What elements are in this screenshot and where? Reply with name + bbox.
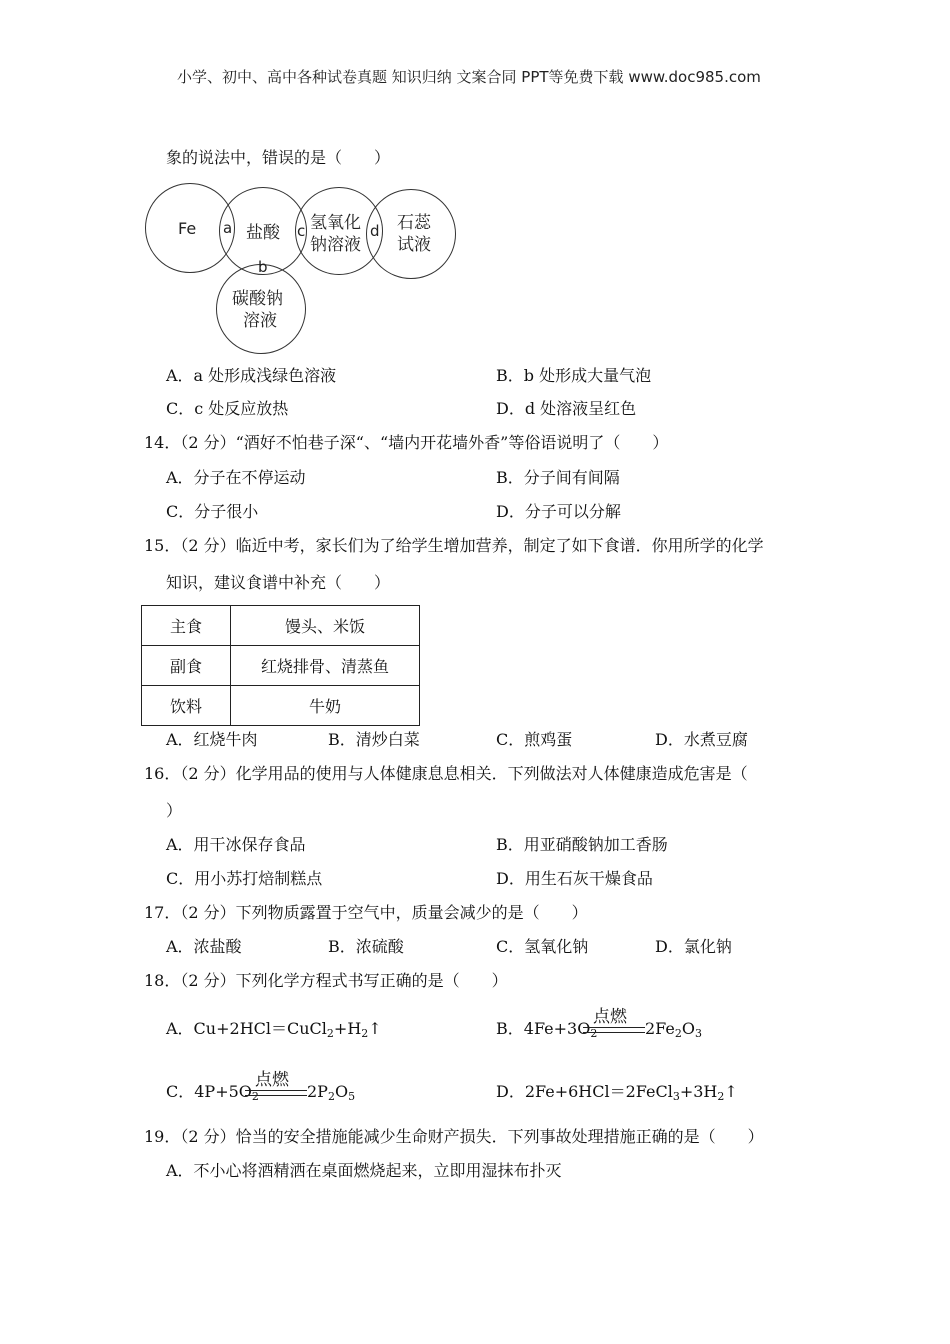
q15-option-b: B．清炒白菜 (328, 730, 420, 749)
q14-option-a: A．分子在不停运动 (166, 468, 306, 487)
label-d: d (370, 222, 380, 240)
recipe-table (141, 605, 420, 726)
q14-stem: 14．（2 分）“酒好不怕巷子深“、“墙内开花墙外香”等俗语说明了（ ） (144, 433, 669, 452)
label-na2co3-1: 碳酸钠 (232, 289, 283, 309)
q19-stem: 19．（2 分）恰当的安全措施能减少生命财产损失．下列事故处理措施正确的是（ ） (144, 1127, 764, 1146)
label-naoh-1: 氢氧化 (310, 213, 361, 233)
label-fe: Fe (178, 219, 197, 238)
q14-option-b: B．分子间有间隔 (496, 468, 620, 487)
page-header: 小学、初中、高中各种试卷真题 知识归纳 文案合同 PPT等免费下载 www.doc985.com (177, 68, 761, 86)
q16-stem-line2: ） (166, 801, 183, 820)
label-hcl: 盐酸 (246, 223, 280, 243)
table-row (142, 606, 420, 646)
q16-option-c: C．用小苏打焙制糕点 (166, 869, 323, 888)
q15-option-c: C．煎鸡蛋 (496, 730, 573, 749)
q18-stem: 18．（2 分）下列化学方程式书写正确的是（ ） (144, 971, 508, 990)
q16-option-d: D．用生石灰干燥食品 (496, 869, 653, 888)
q18-option-b-equals (583, 1027, 645, 1033)
q16-stem-line1: 16．（2 分）化学用品的使用与人体健康息息相关．下列做法对人体健康造成危害是（ (144, 764, 748, 783)
q18-option-c-equals (245, 1090, 307, 1096)
q14-option-d: D．分子可以分解 (496, 502, 621, 521)
label-litmus-1: 石蕊 (397, 213, 431, 233)
table-row (142, 646, 420, 686)
table-cell-category: 饮料 (142, 686, 231, 726)
q18-option-c-condition: 点燃 (255, 1070, 289, 1090)
q17-option-b: B．浓硫酸 (328, 937, 404, 956)
q13-option-a: A．a 处形成浅绿色溶液 (166, 366, 337, 385)
q13-option-b: B．b 处形成大量气泡 (496, 366, 652, 385)
q18-option-a: A．$Cu+2HCl=CuCl_2+H_2↑$ (166, 1019, 382, 1040)
q16-option-b: B．用亚硝酸钠加工香肠 (496, 835, 668, 854)
table-cell-category: 主食 (142, 606, 231, 646)
q17-option-a: A．浓盐酸 (166, 937, 242, 956)
q18-option-b-right: $2Fe_2O_3$ (645, 1019, 702, 1040)
table-row (142, 686, 420, 726)
label-naoh-2: 钠溶液 (310, 235, 361, 255)
label-litmus-2: 试液 (397, 235, 431, 255)
q19-option-a: A．不小心将酒精洒在桌面燃烧起来，立即用湿抹布扑灭 (166, 1161, 562, 1180)
q18-option-b-condition: 点燃 (593, 1007, 627, 1027)
q17-option-d: D．氯化钠 (655, 937, 732, 956)
q18-option-b-left: B．$4Fe+3O_2$ (496, 1019, 598, 1040)
table-cell-items: 牛奶 (231, 686, 420, 726)
q15-stem-line2: 知识，建议食谱中补充（ ） (166, 573, 391, 592)
q15-option-d: D．水煮豆腐 (655, 730, 748, 749)
q17-stem: 17．（2 分）下列物质露置于空气中，质量会减少的是（ ） (144, 903, 588, 922)
q18-option-c-right: $2P_2O_5$ (307, 1082, 356, 1103)
q13-stem: 象的说法中，错误的是（ ） (166, 148, 391, 167)
table-cell-items: 馒头、米饭 (231, 606, 420, 646)
label-b: b (258, 258, 268, 276)
q17-option-c: C．氢氧化钠 (496, 937, 589, 956)
q16-option-a: A．用干冰保存食品 (166, 835, 306, 854)
q13-option-d: D．d 处溶液呈红色 (496, 399, 637, 418)
table-cell-category: 副食 (142, 646, 231, 686)
label-a: a (223, 219, 233, 237)
table-cell-items: 红烧排骨、清蒸鱼 (231, 646, 420, 686)
label-na2co3-2: 溶液 (243, 311, 277, 331)
q18-option-d: D．$2Fe+6HCl=2FeCl_3+3H_2↑$ (496, 1082, 738, 1103)
q15-stem-line1: 15．（2 分）临近中考，家长们为了给学生增加营养，制定了如下食谱．你用所学的化学 (144, 536, 764, 555)
q13-option-c: C．c 处反应放热 (166, 399, 289, 418)
label-c: c (297, 222, 306, 240)
q14-option-c: C．分子很小 (166, 502, 259, 521)
reaction-diagram (140, 178, 470, 356)
q15-option-a: A．红烧牛肉 (166, 730, 258, 749)
q18-option-c-left: C．$4P+5O_2$ (166, 1082, 259, 1103)
